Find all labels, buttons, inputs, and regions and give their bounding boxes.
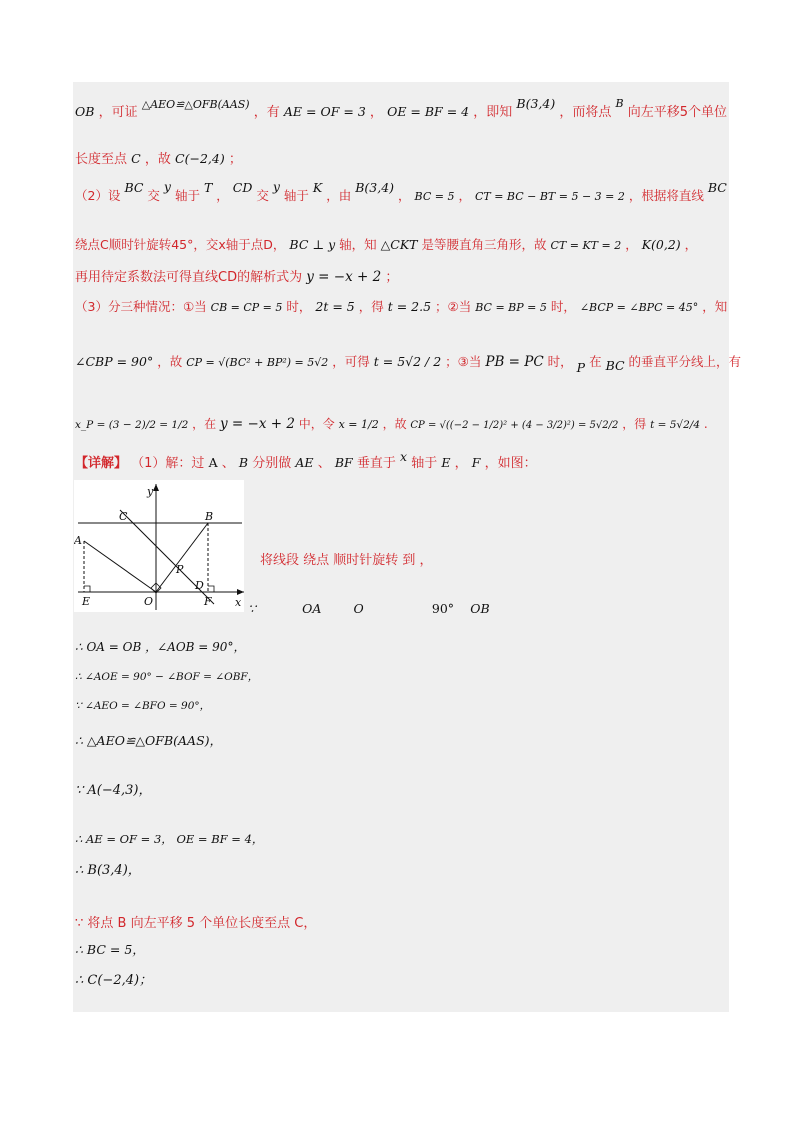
- label-d: D: [195, 579, 204, 592]
- math: BC ⊥ y: [289, 237, 336, 252]
- rotation-note-math: [248, 601, 490, 617]
- math: t = 2.5: [387, 299, 432, 314]
- label-e: E: [82, 595, 91, 608]
- text: ，知: [702, 299, 728, 314]
- math: CB = CP = 5: [210, 301, 283, 314]
- text: ；②当: [435, 299, 472, 314]
- math: B(3,4): [516, 96, 556, 111]
- y-axis-arrow: [153, 484, 159, 491]
- math: CP = √(BC² + BP²) = 5√2: [186, 356, 329, 369]
- text: 时，: [550, 299, 576, 314]
- text: 时，: [286, 299, 312, 314]
- text: 交: [147, 188, 160, 203]
- text: 、: [221, 456, 235, 471]
- text: ，即知: [473, 105, 513, 120]
- math: CD: [232, 180, 253, 195]
- math: OB: [470, 601, 490, 616]
- text: （2）设: [75, 188, 121, 203]
- text: 轴于: [174, 188, 200, 203]
- text: ；: [385, 270, 399, 285]
- text: ，: [216, 188, 229, 203]
- math: 2t = 5: [315, 299, 355, 314]
- text: ；: [228, 152, 242, 167]
- math: B(3,4): [355, 180, 395, 195]
- math: O: [353, 601, 364, 616]
- text: 轴于: [411, 456, 438, 471]
- label-p: P: [176, 563, 184, 576]
- text: ，得: [622, 417, 647, 431]
- math: AE: [295, 455, 314, 470]
- proof-step-7: ∴ B(3,4)，: [75, 863, 141, 878]
- text: .: [703, 417, 708, 431]
- text: 垂直于: [356, 456, 396, 471]
- text: ；③当: [445, 354, 482, 369]
- math: BF: [334, 455, 353, 470]
- text: 分别做: [252, 456, 292, 471]
- math: PB = PC: [485, 354, 544, 370]
- math: CP = √((−2 − 1/2)² + (4 − 3/2)²) = 5√2/2: [410, 420, 619, 431]
- text: ，: [458, 188, 471, 203]
- coordinate-diagram: [74, 480, 244, 612]
- text: 长度至点: [75, 152, 128, 167]
- text: 向左平移5个单位: [627, 105, 728, 120]
- because-symbol: ∵: [248, 601, 256, 616]
- math: x: [400, 449, 408, 464]
- math: t = 5√2/4: [650, 419, 701, 431]
- math: BC: [605, 358, 625, 373]
- label-y: y: [147, 485, 154, 498]
- solution-line-4: [75, 235, 697, 256]
- text: ，如图：: [484, 456, 537, 471]
- math: F: [471, 455, 481, 470]
- math: △AEO≌△OFB(AAS): [141, 98, 250, 111]
- proof-step-6: ∴ AE = OF = 3， OE = BF = 4，: [75, 832, 264, 846]
- label-f: F: [204, 595, 212, 608]
- text: 轴于: [283, 188, 309, 203]
- text: ，由: [326, 188, 352, 203]
- math: C(−2,4): [175, 151, 225, 166]
- math: E: [441, 455, 451, 470]
- label-x: x: [235, 596, 242, 609]
- proof-step-5: ∵ A(−4,3)，: [75, 783, 152, 798]
- text: ，: [684, 237, 698, 252]
- text: ，可证: [98, 105, 138, 120]
- math: OB: [75, 104, 95, 119]
- text: ，: [369, 105, 383, 120]
- right-angle-f: [208, 586, 214, 592]
- math: y: [163, 179, 171, 194]
- text: ，故: [157, 354, 183, 369]
- text: 交: [256, 188, 269, 203]
- solution-line-8: [75, 414, 708, 436]
- segment-oa: [84, 541, 156, 592]
- solution-line-7: [75, 352, 741, 373]
- text: （3）分三种情况：①当: [75, 299, 207, 314]
- detail-tag: 【详解】: [75, 456, 128, 471]
- math: BC = 5: [414, 190, 455, 203]
- text: 轴，知: [339, 237, 377, 252]
- math: △CKT: [380, 237, 418, 252]
- label-b: B: [205, 510, 214, 523]
- geometry-figure: [74, 480, 244, 612]
- math: T: [203, 180, 213, 195]
- math: CT = BC − BT = 5 − 3 = 2: [474, 190, 625, 203]
- text: ，而将点: [559, 105, 612, 120]
- solution-line-3: [75, 179, 727, 207]
- label-a: A: [74, 534, 82, 547]
- math: y = −x + 2: [220, 416, 295, 432]
- text: ，: [454, 456, 468, 471]
- math: CT = KT = 2: [550, 239, 622, 252]
- text: 是等腰直角三角形，故: [421, 237, 547, 252]
- math: x_P = (3 − 2)/2 = 1/2: [75, 419, 189, 431]
- solution-line-1: [75, 96, 728, 123]
- math: BC: [707, 180, 727, 195]
- detail-heading-line: [75, 449, 537, 474]
- math: C: [131, 151, 141, 166]
- text: （1）解：过: [131, 456, 205, 471]
- text: ，在: [192, 417, 217, 431]
- math: y: [272, 179, 280, 194]
- right-angle-e: [84, 586, 90, 592]
- math: x = 1/2: [338, 418, 379, 431]
- math: ∠BCP = ∠BPC = 45°: [579, 301, 699, 314]
- math: P: [576, 360, 586, 375]
- math: BC = BP = 5: [475, 301, 547, 314]
- math: K(0,2): [641, 237, 681, 252]
- label-c: C: [119, 510, 128, 523]
- proof-step-9: ∴ BC = 5，: [75, 942, 145, 957]
- proof-step-10: ∴ C(−2,4)；: [75, 973, 153, 988]
- text: 再用待定系数法可得直线CD的解析式为: [75, 270, 303, 285]
- text: ，得: [358, 299, 384, 314]
- solution-line-5: [75, 267, 398, 288]
- text: 的垂直平分线上，有: [628, 354, 742, 369]
- math: AE = OF = 3: [283, 104, 366, 119]
- proof-step-3: ∵ ∠AEO = ∠BFO = 90°，: [75, 700, 211, 712]
- text: 中，令: [298, 417, 335, 431]
- math: t = 5√2 / 2: [373, 354, 442, 369]
- math: ∠CBP = 90°: [75, 354, 154, 369]
- x-axis-arrow: [237, 589, 244, 595]
- math: A: [208, 455, 218, 470]
- text: ，故: [144, 152, 171, 167]
- text: ，有: [253, 105, 280, 120]
- text: 时，: [547, 354, 573, 369]
- proof-step-4: ∴ △AEO≌△OFB(AAS)，: [75, 733, 223, 748]
- text: ，根据将直线: [628, 188, 704, 203]
- text: ，: [398, 188, 411, 203]
- math: 90°: [431, 601, 455, 616]
- text: ，: [625, 237, 638, 252]
- text: 在: [589, 354, 602, 369]
- math: y = −x + 2: [306, 269, 382, 285]
- text: 绕点C顺时针旋转45°，交x轴于点D，: [75, 237, 286, 252]
- solution-line-2: [75, 149, 242, 170]
- proof-step-1: ∴ OA = OB ，∠AOB = 90°，: [75, 640, 246, 654]
- proof-step-2: ∴ ∠AOE = 90° − ∠BOF = ∠OBF，: [75, 671, 259, 683]
- math: BC: [124, 180, 144, 195]
- solution-line-6: [75, 297, 727, 318]
- math: B: [615, 97, 624, 110]
- label-o: O: [144, 595, 154, 608]
- math: OE = BF = 4: [387, 104, 470, 119]
- math: K: [312, 180, 323, 195]
- proof-step-8: ∵ 将点 B 向左平移 5 个单位长度至点 C，: [75, 916, 317, 931]
- text: ，可得: [332, 354, 370, 369]
- text: 、: [317, 456, 331, 471]
- math: OA: [302, 601, 322, 616]
- text: ，故: [382, 417, 407, 431]
- math: B: [238, 455, 249, 470]
- rotation-note: 将线段 绕点 顺时针旋转 到 ，: [260, 553, 433, 568]
